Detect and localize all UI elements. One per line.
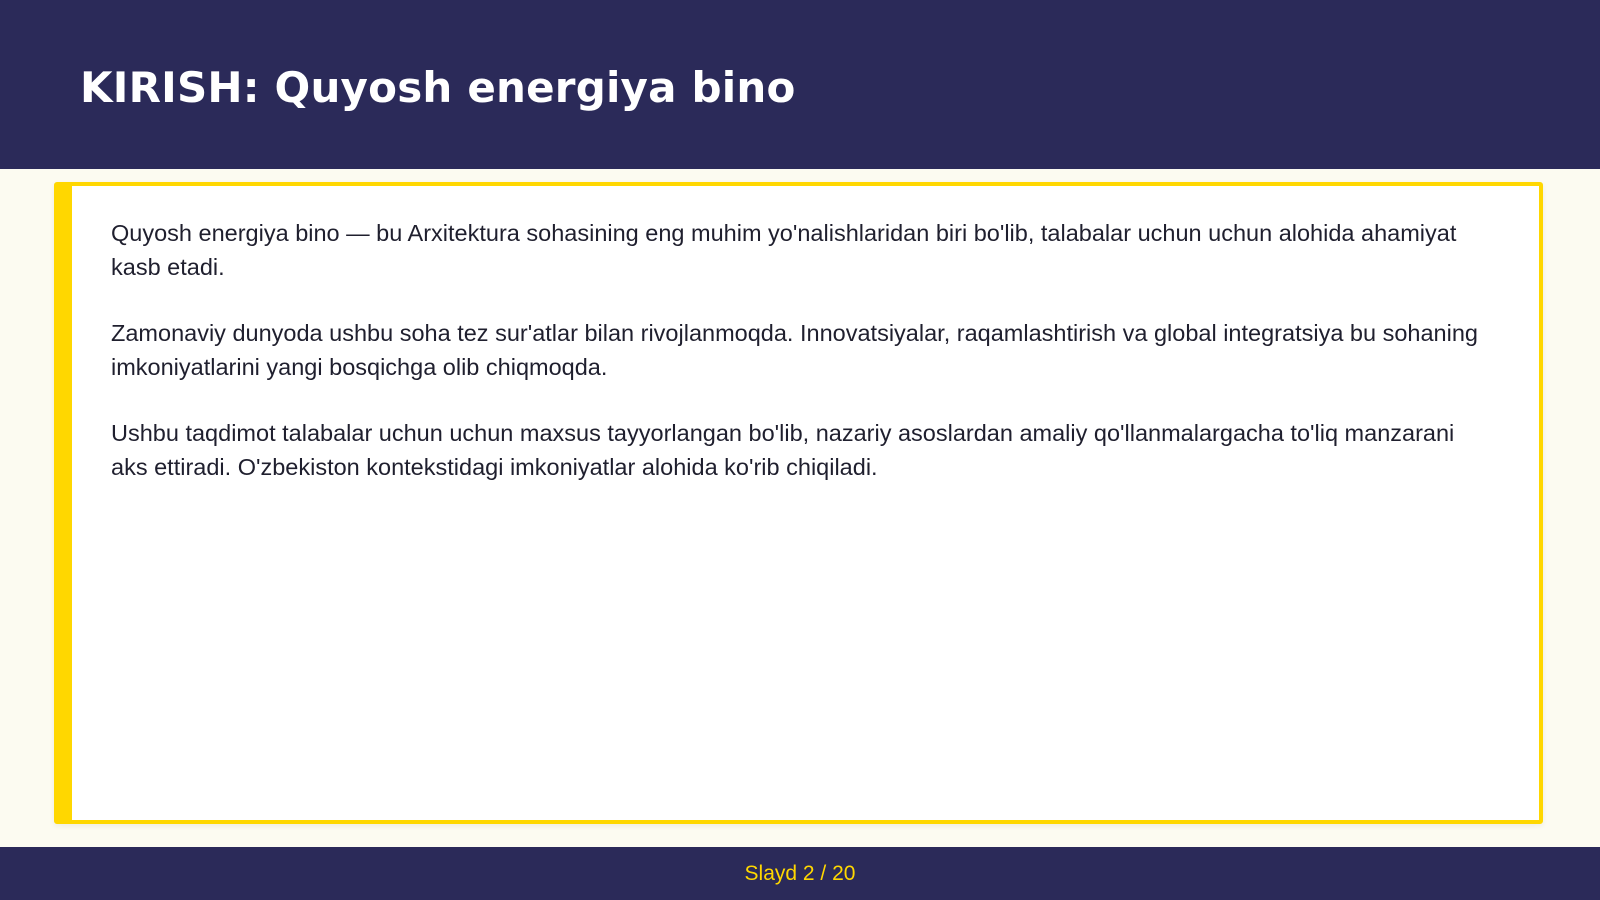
slide-title: KIRISH: Quyosh energiya bino [80,63,796,112]
slide-header [0,0,1600,169]
paragraph-intro: Quyosh energiya bino — bu Arxitektura sohasining eng muhim yo'nalishlaridan biri bo'lib, talabalar uchun uchun alohida ahamiyat kasb etadi. [111,220,1457,280]
slide-footer [0,847,1600,900]
paragraph-presentation-purpose: Ushbu taqdimot talabalar uchun uchun maxsus tayyorlangan bo'lib, nazariy asoslardan amaliy qo'llanmalargacha to'liq manzarani aks ettiradi. O'zbekiston kontekstidagi imkoniyatlar alohida ko'rib chiqiladi. [111,420,1455,480]
paragraph-modern-world: Zamonaviy dunyoda ushbu soha tez sur'atlar bilan rivojlanmoqda. Innovatsiyalar, raqamlashtirish va global integratsiya bu sohaning imkoniyatlarini yangi bosqichga olib chiqmoqda. [111,320,1478,380]
content-card [54,182,1543,824]
slide-counter: Slayd 2 / 20 [744,862,856,885]
content-body [111,216,1496,516]
